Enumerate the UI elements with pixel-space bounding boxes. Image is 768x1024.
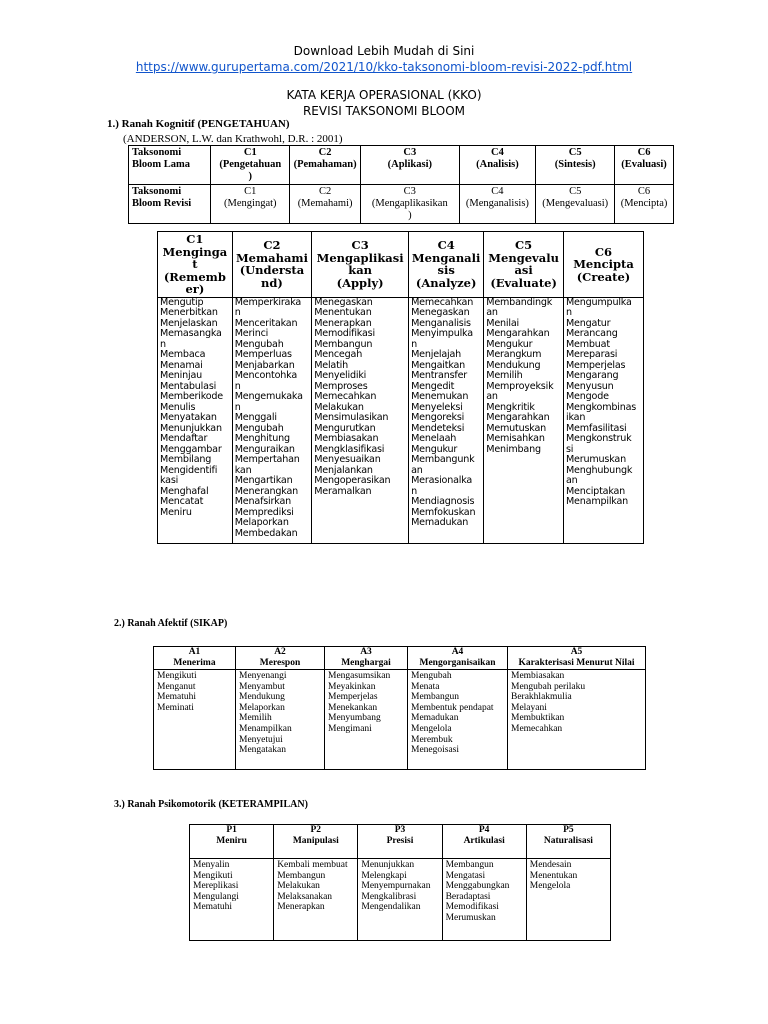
verb-item: Memperkiraka — [234, 297, 302, 308]
kko-kognitif-table — [157, 231, 644, 544]
doc-title: KATA KERJA OPERASIONAL (KKO) — [286, 88, 482, 102]
verb-item: Mengkalibrasi — [361, 891, 417, 902]
verb-item: Melatih — [314, 359, 349, 371]
verb-item: Mengatur — [565, 317, 611, 329]
section2-column-4 — [408, 670, 508, 770]
verb-item: Menjabarkan — [234, 359, 295, 371]
verb-item: Mengedit — [411, 380, 455, 392]
verb-item: Menemukan — [411, 391, 469, 402]
row-label-old: Taksonomi Bloom Lama — [129, 146, 211, 185]
kko-column-c3 — [312, 297, 409, 543]
verb-item: Mengode — [565, 391, 609, 402]
verb-item: Menulis — [160, 401, 196, 413]
verb-item: Memperluas — [234, 349, 292, 360]
verb-item: Menjelajah — [411, 349, 462, 360]
verb-item: ikan — [565, 412, 586, 423]
section-source: (ANDERSON, L.W. dan Krathwohl, D.R. : 2001) — [123, 133, 343, 145]
verb-item: Memodifikasi — [445, 902, 499, 913]
verb-item: Menelaah — [411, 433, 457, 444]
kko-header-c3: C3 Mengaplikasi kan (Apply) — [312, 232, 409, 298]
verb-item: Menyempurnakan — [361, 881, 431, 892]
verb-item: Mencegah — [314, 349, 363, 360]
verb-item: Membangun — [277, 870, 326, 881]
verb-item: Mengkonstruk — [565, 433, 632, 444]
verb-item: Menata — [411, 681, 440, 692]
verb-item: n — [565, 307, 572, 318]
verb-item: Membentuk pendapat — [411, 702, 494, 713]
verb-item: Memilih — [239, 713, 272, 724]
verb-item: Menyalin — [193, 860, 230, 870]
verb-item: Menyesuaikan — [314, 454, 381, 465]
verb-item: kan — [234, 464, 252, 476]
verb-item: Memasangka — [160, 328, 222, 339]
verb-item: si — [565, 443, 574, 455]
verb-item: Memfokuskan — [411, 506, 476, 518]
verb-item: Melaporkan — [239, 702, 285, 713]
verb-item: Mereplikasi — [193, 881, 239, 892]
verb-item: Mengumpulka — [565, 297, 632, 308]
section3-header-1: P1 Meniru — [190, 825, 274, 859]
kko-column-c4 — [409, 297, 484, 543]
verb-item: Menjalankan — [314, 464, 373, 476]
verb-item: Memberikode — [160, 391, 224, 402]
verb-item: Mengurutkan — [314, 422, 376, 434]
verb-item: Menghubungk — [565, 464, 633, 476]
verb-item: Menganalisis — [411, 317, 471, 329]
verb-item: Mengkombinas — [565, 401, 637, 413]
bloom-comparison-table — [128, 145, 674, 224]
rev-c1: C1 (Mengingat) — [211, 185, 290, 224]
section3-column-4 — [442, 859, 526, 941]
old-c5: C5 (Sintesis) — [536, 146, 615, 185]
verb-item: Mengarang — [565, 370, 619, 381]
verb-item: Menegoisasi — [411, 745, 460, 756]
rev-c6: C6 (Mencipta) — [615, 185, 674, 224]
verb-item: Membangun — [445, 860, 494, 870]
old-c1: C1 (Pengetahuan ) — [211, 146, 290, 185]
afektif-table — [153, 646, 646, 770]
verb-item: Membandingk — [486, 297, 553, 308]
verb-item: Mengoreksi — [411, 412, 465, 423]
verb-item: Menggali — [234, 412, 277, 423]
verb-item: Menyelidiki — [314, 370, 367, 381]
download-link[interactable]: https://www.gurupertama.com/2021/10/kko-taksonomi-bloom-revisi-2022-pdf.html — [135, 60, 633, 74]
verb-item: Memecahkan — [511, 723, 563, 734]
rev-c4: C4 (Menganalisis) — [459, 185, 536, 224]
kko-column-c2 — [232, 297, 311, 543]
verb-item: an — [565, 475, 578, 486]
verb-item: Mengarahkan — [486, 328, 550, 339]
verb-item: Melayani — [511, 702, 547, 713]
verb-item: Membangun — [411, 692, 460, 703]
verb-item: Melakukan — [314, 401, 364, 413]
verb-item: Membangunk — [411, 454, 475, 465]
verb-item: Menampilkan — [565, 496, 629, 507]
psikomotorik-table — [189, 824, 611, 941]
verb-item: Mereparasi — [565, 349, 618, 360]
verb-item: Menyeleksi — [411, 401, 463, 413]
section2-column-1 — [154, 670, 236, 770]
section2-header-4: A4 Mengorganisaikan — [408, 647, 508, 670]
verb-item: Mengartikan — [234, 475, 293, 486]
verb-item: Menghafal — [160, 485, 209, 497]
section-heading-psikomotorik: 3.) Ranah Psikomotorik (KETERAMPILAN) — [114, 799, 308, 810]
kko-column-c5 — [484, 297, 564, 543]
verb-item: Membilang — [160, 454, 212, 465]
kko-header-c6: C6 Mencipta (Create) — [563, 232, 643, 298]
verb-item: Memproses — [314, 380, 368, 392]
section3-column-2 — [274, 859, 358, 941]
verb-item: n — [411, 338, 417, 350]
verb-item: Memilih — [486, 370, 523, 381]
section3-column-1 — [190, 859, 274, 941]
verb-item: Menyetujui — [239, 734, 283, 745]
verb-item: Memisahkan — [486, 433, 545, 444]
section3-header-2: P2 Manipulasi — [274, 825, 358, 859]
verb-item: n — [411, 485, 417, 497]
verb-item: Mengkritik — [486, 401, 535, 413]
verb-item: Menyambut — [239, 681, 285, 692]
section3-column-3 — [358, 859, 442, 941]
verb-item: Mempertahan — [234, 454, 300, 465]
old-c6: C6 (Evaluasi) — [615, 146, 674, 185]
verb-item: Mengelola — [411, 723, 452, 734]
verb-item: Membiasakan — [511, 671, 565, 681]
verb-item: Mengaitkan — [411, 359, 466, 371]
verb-item: Membuktikan — [511, 713, 565, 724]
verb-item: Mengutip — [160, 297, 204, 308]
section3-column-5 — [526, 859, 610, 941]
verb-item: Mengukur — [486, 338, 533, 350]
section2-header-1: A1 Menerima — [154, 647, 236, 670]
kko-header-c1: C1 Menginga t (Rememb er) — [158, 232, 233, 298]
download-text: Download Lebih Mudah di Sini — [293, 44, 475, 58]
verb-item: Mematuhi — [193, 902, 233, 913]
verb-item: Mencontohka — [234, 370, 297, 381]
verb-item: Mengikuti — [157, 671, 197, 681]
verb-item: Mengelola — [529, 881, 571, 892]
verb-item: Mengarahkan — [486, 412, 550, 423]
verb-item: Meminati — [157, 702, 194, 713]
verb-item: Mendukung — [486, 359, 541, 371]
kko-header-c5: C5 Mengevalu asi (Evaluate) — [484, 232, 564, 298]
verb-item: Merancang — [565, 328, 618, 339]
verb-item: Menilai — [486, 317, 519, 329]
verb-item: Menunjukkan — [361, 860, 415, 870]
section2-column-5 — [508, 670, 646, 770]
verb-item: Menyenangi — [239, 671, 287, 681]
verb-item: Menekankan — [328, 702, 378, 713]
kko-column-c6 — [563, 297, 643, 543]
verb-item: Menerapkan — [277, 902, 325, 913]
verb-item: Mengasumsikan — [328, 671, 391, 681]
section2-column-2 — [236, 670, 325, 770]
verb-item: Menamai — [160, 359, 203, 371]
verb-item: Menentukan — [529, 870, 578, 881]
section-heading-kognitif: 1.) Ranah Kognitif (PENGETAHUAN) — [107, 118, 290, 130]
verb-item: Meninjau — [160, 370, 203, 381]
verb-item: Menunjukkan — [160, 422, 222, 434]
verb-item: Kembali membuat — [277, 860, 348, 870]
kko-header-c4: C4 Menganali sis (Analyze) — [409, 232, 484, 298]
verb-item: Mengidentifi — [160, 464, 218, 476]
verb-item: Membedakan — [234, 527, 298, 539]
verb-item: an — [411, 464, 423, 476]
verb-item: Menegaskan — [314, 297, 373, 308]
verb-item: Mencatat — [160, 496, 204, 507]
verb-item: Menceritakan — [234, 317, 298, 329]
rev-c5: C5 (Mengevaluasi) — [536, 185, 615, 224]
verb-item: Mengubah — [411, 671, 452, 681]
verb-item: Menciptakan — [565, 485, 626, 497]
old-c3: C3 (Aplikasi) — [361, 146, 459, 185]
verb-item: kasi — [160, 475, 179, 486]
verb-item: Mendaftar — [160, 433, 208, 444]
verb-item: Mengemukaka — [234, 391, 303, 402]
verb-item: Merinci — [234, 328, 269, 339]
verb-item: Menegaskan — [411, 307, 470, 318]
section2-header-5: A5 Karakterisasi Menurut Nilai — [508, 647, 646, 670]
verb-item: an — [486, 391, 498, 402]
section3-header-3: P3 Presisi — [358, 825, 442, 859]
verb-item: Beradaptasi — [445, 891, 491, 902]
verb-item: Mengulangi — [193, 891, 239, 902]
verb-item: Mendukung — [239, 692, 285, 703]
verb-item: Mendesain — [529, 860, 572, 870]
verb-item: Menganut — [157, 681, 196, 692]
verb-item: Mentabulasi — [160, 380, 217, 392]
verb-item: Merembuk — [411, 734, 453, 745]
verb-item: Menggabungkan — [445, 881, 510, 892]
verb-item: Mentransfer — [411, 370, 468, 381]
verb-item: Menghitung — [234, 433, 290, 444]
verb-item: Mematuhi — [157, 692, 197, 703]
rev-c3: C3 (Mengaplikasikan ) — [361, 185, 459, 224]
verb-item: Memecahkan — [314, 391, 377, 402]
verb-item: Mengubah — [234, 422, 284, 434]
verb-item: Mengimani — [328, 723, 372, 734]
verb-item: Mengubah perilaku — [511, 681, 586, 692]
verb-item: Merasionalka — [411, 475, 473, 486]
verb-item: Melaksanakan — [277, 891, 333, 902]
old-c4: C4 (Analisis) — [459, 146, 536, 185]
verb-item: an — [486, 307, 498, 318]
verb-item: Mengoperasikan — [314, 475, 391, 486]
section3-header-5: P5 Naturalisasi — [526, 825, 610, 859]
verb-item: Memfasilitasi — [565, 422, 627, 434]
verb-item: Menyimpulka — [411, 328, 473, 339]
verb-item: Mensimulasikan — [314, 412, 389, 423]
verb-item: Memperjelas — [328, 692, 378, 703]
doc-subtitle: REVISI TAKSONOMI BLOOM — [302, 104, 466, 118]
verb-item: n — [160, 338, 166, 350]
kko-header-c2: C2 Memahami (Understa nd) — [232, 232, 311, 298]
verb-item: Merumuskan — [445, 912, 496, 923]
old-c2: C2 (Pemahaman) — [290, 146, 361, 185]
verb-item: Menampilkan — [239, 723, 292, 734]
section2-header-3: A3 Menghargai — [325, 647, 408, 670]
verb-item: Mengikuti — [193, 870, 233, 881]
verb-item: n — [234, 307, 241, 318]
verb-item: Membaca — [160, 349, 206, 360]
verb-item: n — [234, 380, 241, 392]
rev-c2: C2 (Memahami) — [290, 185, 361, 224]
verb-item: Memprediksi — [234, 506, 294, 518]
verb-item: Menafsirkan — [234, 496, 292, 507]
verb-item: Melakukan — [277, 881, 320, 892]
verb-item: Menyusun — [565, 380, 614, 392]
verb-item: Membangun — [314, 338, 373, 350]
verb-item: Merangkum — [486, 349, 542, 360]
section2-header-2: A2 Merespon — [236, 647, 325, 670]
verb-item: Mengubah — [234, 338, 284, 350]
verb-item: Memperjelas — [565, 359, 626, 371]
verb-item: Mendiagnosis — [411, 496, 475, 507]
section-heading-afektif: 2.) Ranah Afektif (SIKAP) — [114, 618, 228, 629]
verb-item: Memproyeksik — [486, 380, 554, 392]
section2-column-3 — [325, 670, 408, 770]
verb-item: Memutuskan — [486, 422, 547, 434]
verb-item: Memodifikasi — [314, 328, 375, 339]
verb-item: Meyakinkan — [328, 681, 376, 692]
verb-item: Menerapkan — [314, 317, 372, 329]
verb-item: Membuat — [565, 338, 610, 350]
verb-item: Memecahkan — [411, 297, 474, 308]
section3-header-4: P4 Artikulasi — [442, 825, 526, 859]
verb-item: Mengatakan — [239, 745, 286, 756]
verb-item: Memadukan — [411, 713, 459, 724]
verb-item: Menjelaskan — [160, 317, 218, 329]
verb-item: Mendeteksi — [411, 422, 465, 434]
verb-item: Menguraikan — [234, 443, 295, 455]
verb-item: n — [234, 401, 241, 413]
verb-item: Menerangkan — [234, 485, 299, 497]
verb-item: Menentukan — [314, 307, 372, 318]
verb-item: Menerbitkan — [160, 307, 218, 318]
kko-column-c1 — [158, 297, 233, 543]
verb-item: Berakhlakmulia — [511, 692, 572, 703]
verb-item: Meniru — [160, 506, 192, 518]
verb-item: Menggambar — [160, 443, 222, 455]
verb-item: Mengukur — [411, 443, 458, 455]
verb-item: Memadukan — [411, 517, 469, 528]
verb-item: Mengklasifikasi — [314, 443, 385, 455]
verb-item: Menimbang — [486, 443, 541, 455]
verb-item: Mengatasi — [445, 870, 486, 881]
verb-item: Membiasakan — [314, 433, 379, 444]
verb-item: Melengkapi — [361, 870, 407, 881]
verb-item: Mengendalikan — [361, 902, 421, 913]
verb-item: Menyumbang — [328, 713, 381, 724]
verb-item: Menyatakan — [160, 412, 217, 423]
verb-item: Merumuskan — [565, 454, 626, 465]
verb-item: Melaporkan — [234, 517, 289, 528]
row-label-revised: Taksonomi Bloom Revisi — [129, 185, 211, 224]
verb-item: Meramalkan — [314, 485, 372, 497]
